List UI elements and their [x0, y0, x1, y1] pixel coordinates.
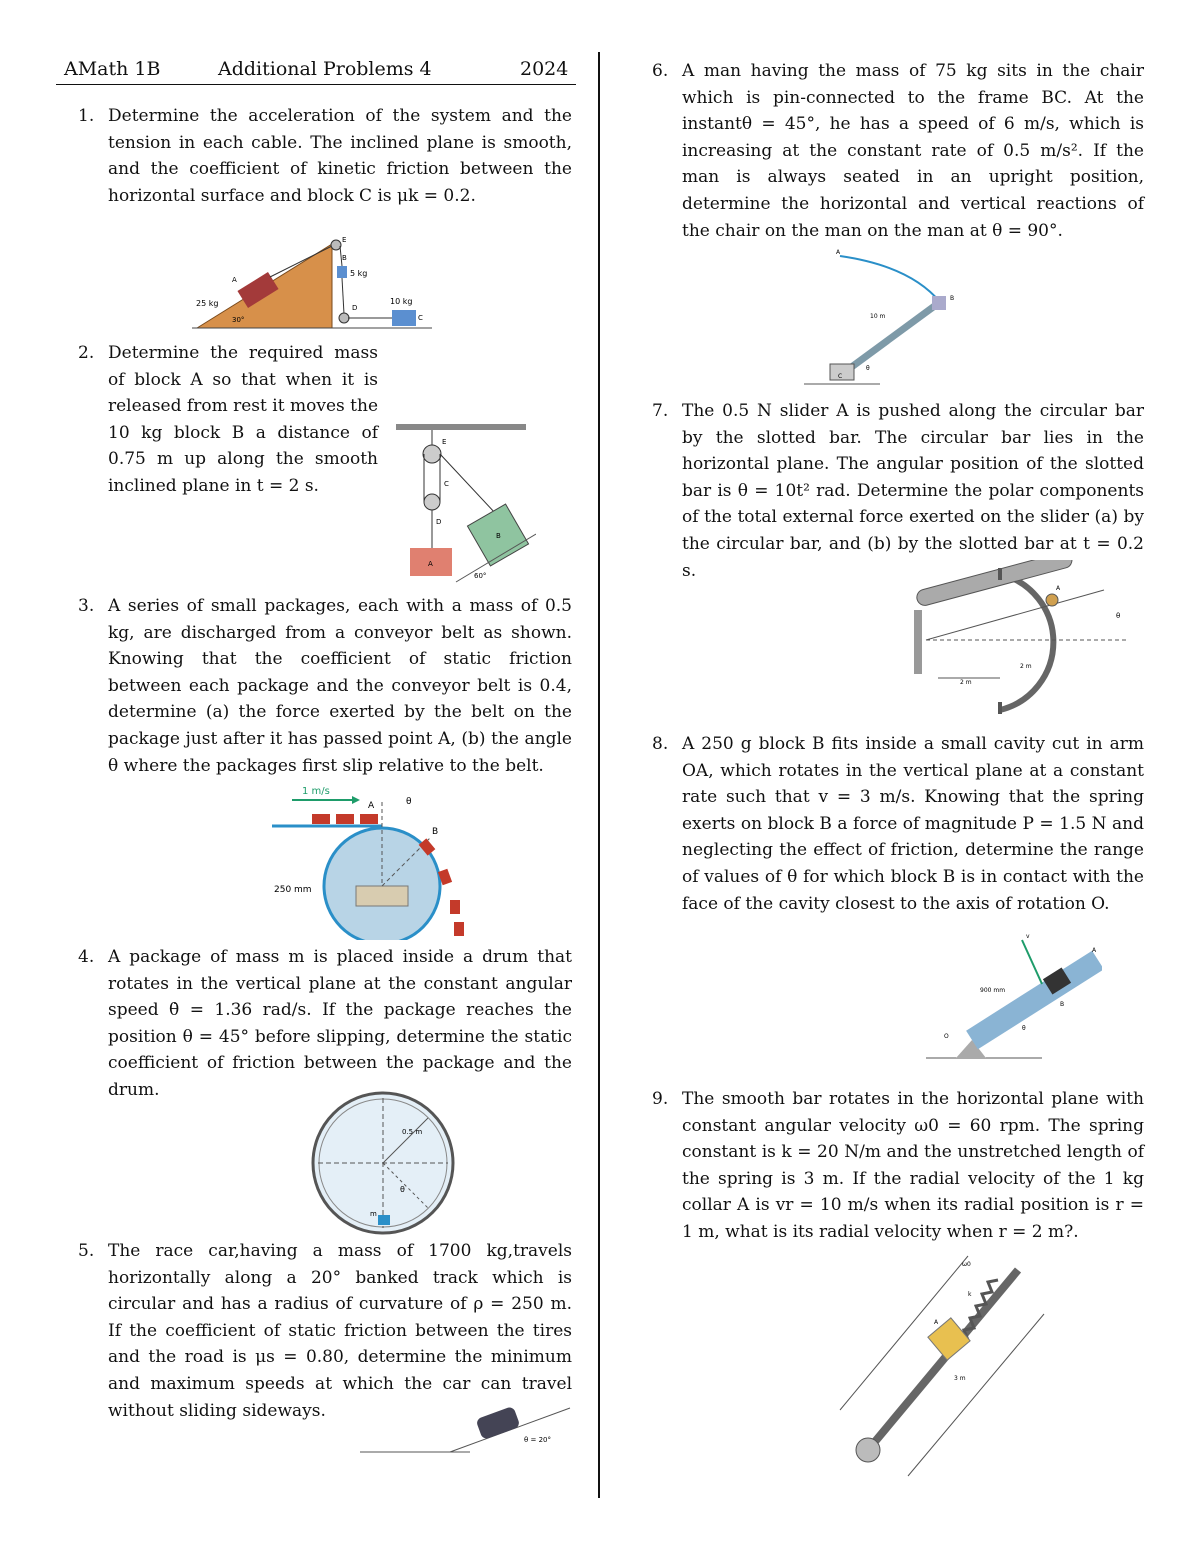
label-dist: 900 mm — [980, 987, 1006, 994]
label-c: C — [444, 480, 449, 488]
problem-number: 4. — [78, 947, 95, 967]
label-m: m — [370, 1210, 377, 1218]
problem-1 — [78, 103, 572, 209]
problem-number: 8. — [652, 734, 669, 754]
label-a: A — [368, 801, 375, 811]
label-mass-c: 10 kg — [390, 297, 413, 306]
problem-5 — [78, 1238, 572, 1424]
label-b: B — [342, 254, 347, 262]
figure-slotted-bar — [908, 560, 1132, 720]
label-angle: θ = 20° — [524, 1436, 552, 1444]
problem-text: A series of small packages, each with a mass of 0.5 kg, are discharged from a conveyor belt as shown. Knowing that the coefficient of static friction between each package and the conveyor belt is 0.4, determine (a) the force exerted by the belt on the package just after it has passed point A, (b) the angle θ where the packages first slip relative to the belt. — [108, 596, 572, 776]
label-b: B — [1060, 1001, 1065, 1008]
label-theta: θ — [400, 1185, 405, 1194]
label-a: A — [1092, 947, 1097, 954]
label-e: E — [342, 236, 347, 244]
problem-9 — [652, 1086, 1144, 1246]
problem-number: 9. — [652, 1089, 669, 1109]
label-angle: 30° — [232, 316, 245, 324]
year: 2024 — [520, 58, 569, 80]
label-theta: θ — [1022, 1025, 1026, 1032]
label-mass-b: 5 kg — [350, 269, 368, 278]
problem-number: 1. — [78, 106, 95, 126]
column-divider — [598, 52, 600, 1498]
label-a: A — [934, 1319, 939, 1326]
label-radius: 0.5 m — [402, 1128, 423, 1136]
label-angle: 60° — [474, 572, 487, 580]
figure-incline-pulley — [192, 232, 432, 332]
label-a: A — [836, 249, 841, 256]
problem-6 — [652, 58, 1144, 244]
problem-text: The 0.5 N slider A is pushed along the circular bar by the slotted bar. The circular bar lies in the horizontal plane. The angular position of the slotted bar is θ = 10t² rad. Determine the polar components of the total external force exerted on the slider (a) by the circular bar, and (b) by the slotted bar at t = 0.2 s. — [682, 401, 1144, 581]
label-len: 3 m — [954, 1375, 966, 1382]
label-radius: 250 mm — [274, 885, 312, 895]
label-v: v — [1026, 933, 1030, 940]
label-theta: θ — [1116, 612, 1121, 620]
label-o: O — [944, 1033, 949, 1040]
label-d: D — [436, 518, 442, 526]
problem-text: The race car,having a mass of 1700 kg,travels horizontally along a 20° banked track which is circular and has a radius of curvature of ρ = 250 m. If the coefficient of static friction between the tires and the road is μs = 0.80, determine the minimum and maximum speeds at which the car can travel without sliding sideways. — [108, 1241, 572, 1421]
label-dist1: 2 m — [960, 679, 972, 686]
problem-4 — [78, 944, 572, 1104]
problem-8 — [652, 731, 1144, 917]
label-d: D — [352, 304, 358, 312]
figure-drum — [308, 1088, 458, 1238]
problem-number: 5. — [78, 1241, 95, 1261]
problem-number: 7. — [652, 401, 669, 421]
label-k: k — [968, 1291, 972, 1298]
course-code: AMath 1B — [64, 58, 161, 80]
label-a: A — [1056, 585, 1061, 592]
figure-pulley-incline — [396, 424, 536, 584]
problem-text: A man having the mass of 75 kg sits in the chair which is pin-connected to the frame BC. At the instantθ = 45°, he has a speed of 6 m/s, which is increasing at the constant rate of 0.5 m/s². If the man is always seated in an upright position, determine the horizontal and vertical reactions of the chair on the man on the man at θ = 90°. — [682, 61, 1144, 241]
page-header — [64, 58, 576, 84]
problem-text: Determine the required mass of block A so that when it is released from rest it moves the 10 kg block B a distance of 0.75 m up along the smooth inclined plane in t = 2 s. — [108, 343, 378, 496]
label-dist2: 2 m — [1020, 663, 1032, 670]
figure-race-car — [360, 1402, 574, 1458]
figure-conveyor — [272, 782, 472, 940]
label-speed: 1 m/s — [302, 786, 330, 797]
label-omega: ω0 — [962, 1261, 971, 1268]
problem-3 — [78, 593, 572, 779]
header-rule — [56, 84, 576, 85]
label-b: B — [432, 827, 439, 837]
label-e: E — [442, 438, 447, 446]
figure-rotating-arm — [922, 930, 1102, 1068]
problem-text: A 250 g block B fits inside a small cavity cut in arm OA, which rotates in the vertical plane at a constant rate such that v = 3 m/s. Knowing that the spring exerts on block B a force of magnitude P = 1.5 N and neglecting the effect of friction, determine the range of values of θ for which block B is in contact with the face of the cavity closest to the axis of rotation O. — [682, 734, 1144, 914]
label-b: B — [950, 295, 955, 302]
problem-text: A package of mass m is placed inside a drum that rotates in the vertical plane at the constant angular speed θ̇ = 1.36 rad/s. If the package reaches the position θ = 45° before slipping, determine the static coefficient of friction between the package and the drum. — [108, 947, 572, 1100]
sheet-title: Additional Problems 4 — [218, 58, 432, 80]
label-a: A — [428, 560, 433, 568]
figure-ride — [800, 246, 960, 392]
label-a: A — [232, 276, 237, 284]
label-length: 10 m — [870, 313, 886, 320]
label-c: C — [418, 314, 423, 322]
problem-number: 6. — [652, 61, 669, 81]
label-mass-a: 25 kg — [196, 299, 219, 308]
problem-text: The smooth bar rotates in the horizontal plane with constant angular velocity ω0 = 60 rpm. The spring constant is k = 20 N/m and the unstretched length of the spring is 3 m. If the radial velocity of the 1 kg collar A is vr = 10 m/s when its radial position is r = 1 m, what is its radial velocity when r = 2 m?. — [682, 1089, 1144, 1242]
problem-7 — [652, 398, 1144, 584]
figure-spring-collar — [838, 1250, 1048, 1486]
label-theta: θ — [866, 365, 870, 372]
problem-number: 3. — [78, 596, 95, 616]
problem-number: 2. — [78, 343, 95, 363]
problem-text: Determine the acceleration of the system and the tension in each cable. The inclined plane is smooth, and the coefficient of kinetic friction between the horizontal surface and block C is μk = 0.2. — [108, 106, 572, 206]
label-c: C — [838, 373, 843, 380]
label-theta: θ — [406, 797, 412, 807]
label-b: B — [496, 532, 501, 540]
